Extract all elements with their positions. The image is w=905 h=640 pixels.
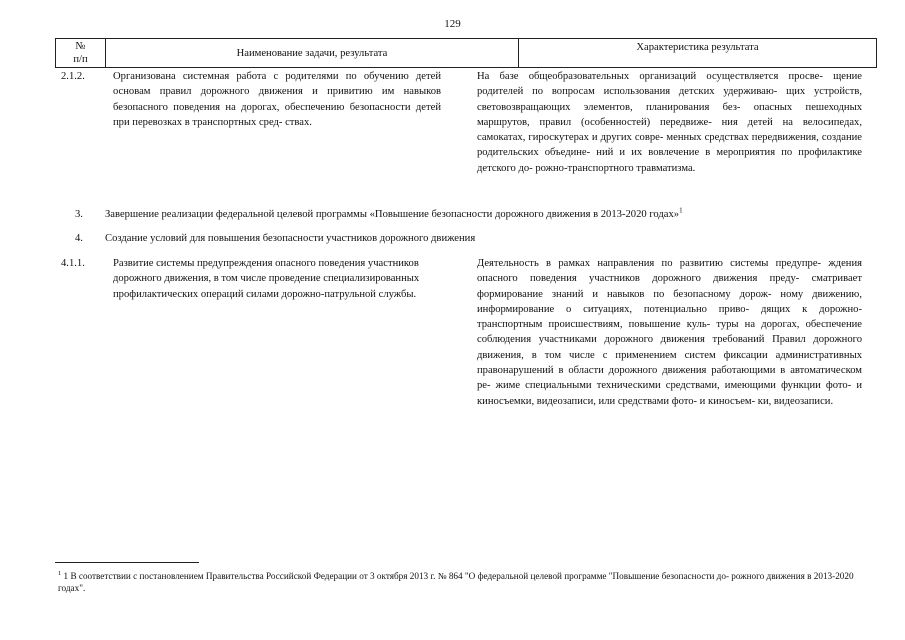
header-result-characteristic: Характеристика результата [636, 42, 759, 53]
row-number: 4.1.1. [61, 258, 85, 269]
footnote-text: 1 В соответствии с постановлением Правительства Российской Федерации от 3 октября 2013 г. № 864 "О федеральной целевой программе "Повышение безопасности до- рожного движения в 2013-2020 годах". [58, 571, 854, 593]
table-header [55, 38, 877, 68]
footnote [58, 570, 858, 594]
row-task-name: Организована системная работа с родителями по обучению детей основам правил дорожного движения и привитию им навыков безопасного поведения на дорогах, обеспечению безопасности детей при перевозках в транспортных сред- ствах. [113, 71, 441, 128]
page-number: 129 [444, 18, 461, 30]
section-title: Создание условий для повышения безопасности участников дорожного движения [105, 233, 476, 244]
header-number-cell [56, 39, 106, 67]
section-number: 4. [75, 233, 83, 244]
row-task-name: Развитие системы предупреждения опасного поведения участников дорожного движения, в том числе проведение специализированных профилактических операций силами дорожно-патрульной службы. [113, 258, 420, 300]
footnote-mark: 1 [58, 569, 62, 577]
section-title [105, 207, 683, 222]
row-result-characteristic: Деятельность в рамках направления по развитию системы предупре- ждения опасного поведения участников дорожного движения преду- сматривает формирование знаний и навыков по безопасному дорож- ному движению, информирование о ситуациях, потенциально приво- дящих к дорожно-транспортным происшествиям, повышение куль- туры на дорогах, обеспечение соблюдения участниками дорожного движения требований Правил дорожного движения, в том числе с применением систем фиксации административных правонарушений в области дорожного движения работающими в автоматическом ре- жиме специальными техническими средствами, имеющими функции фото- и киносъемки, видеозаписи, или средствами фото- и киносъем- ки, видеозаписи. [477, 258, 862, 407]
section-title-text: Завершение реализации федеральной целевой программы «Повышение безопасности дорожного движения в 2013-2020 годах» [105, 209, 680, 220]
header-number-abbrev: п/п [73, 53, 88, 65]
row-number: 2.1.2. [61, 71, 85, 82]
header-task-name: Наименование задачи, результата [106, 39, 519, 67]
footnote-divider [55, 562, 199, 563]
section-number: 3. [75, 209, 83, 220]
row-result-characteristic: На базе общеобразовательных организаций осуществляется просве- щение родителей по вопросам использования детских удерживаю- щих устройств, световозвращающих элементов, планирования без- опасных пешеходных маршрутов, правил (особенностей) передвиже- ния детей на велосипедах, самокатах, гироскутерах и других совре- менных средствах передвижения, создание родительских объедине- ний и их вовлечение в мероприятия по профилактике детского до- рожно-транспортного травматизма. [477, 71, 862, 174]
header-number-symbol: № [75, 41, 86, 52]
footnote-reference[interactable]: 1 [679, 206, 683, 215]
